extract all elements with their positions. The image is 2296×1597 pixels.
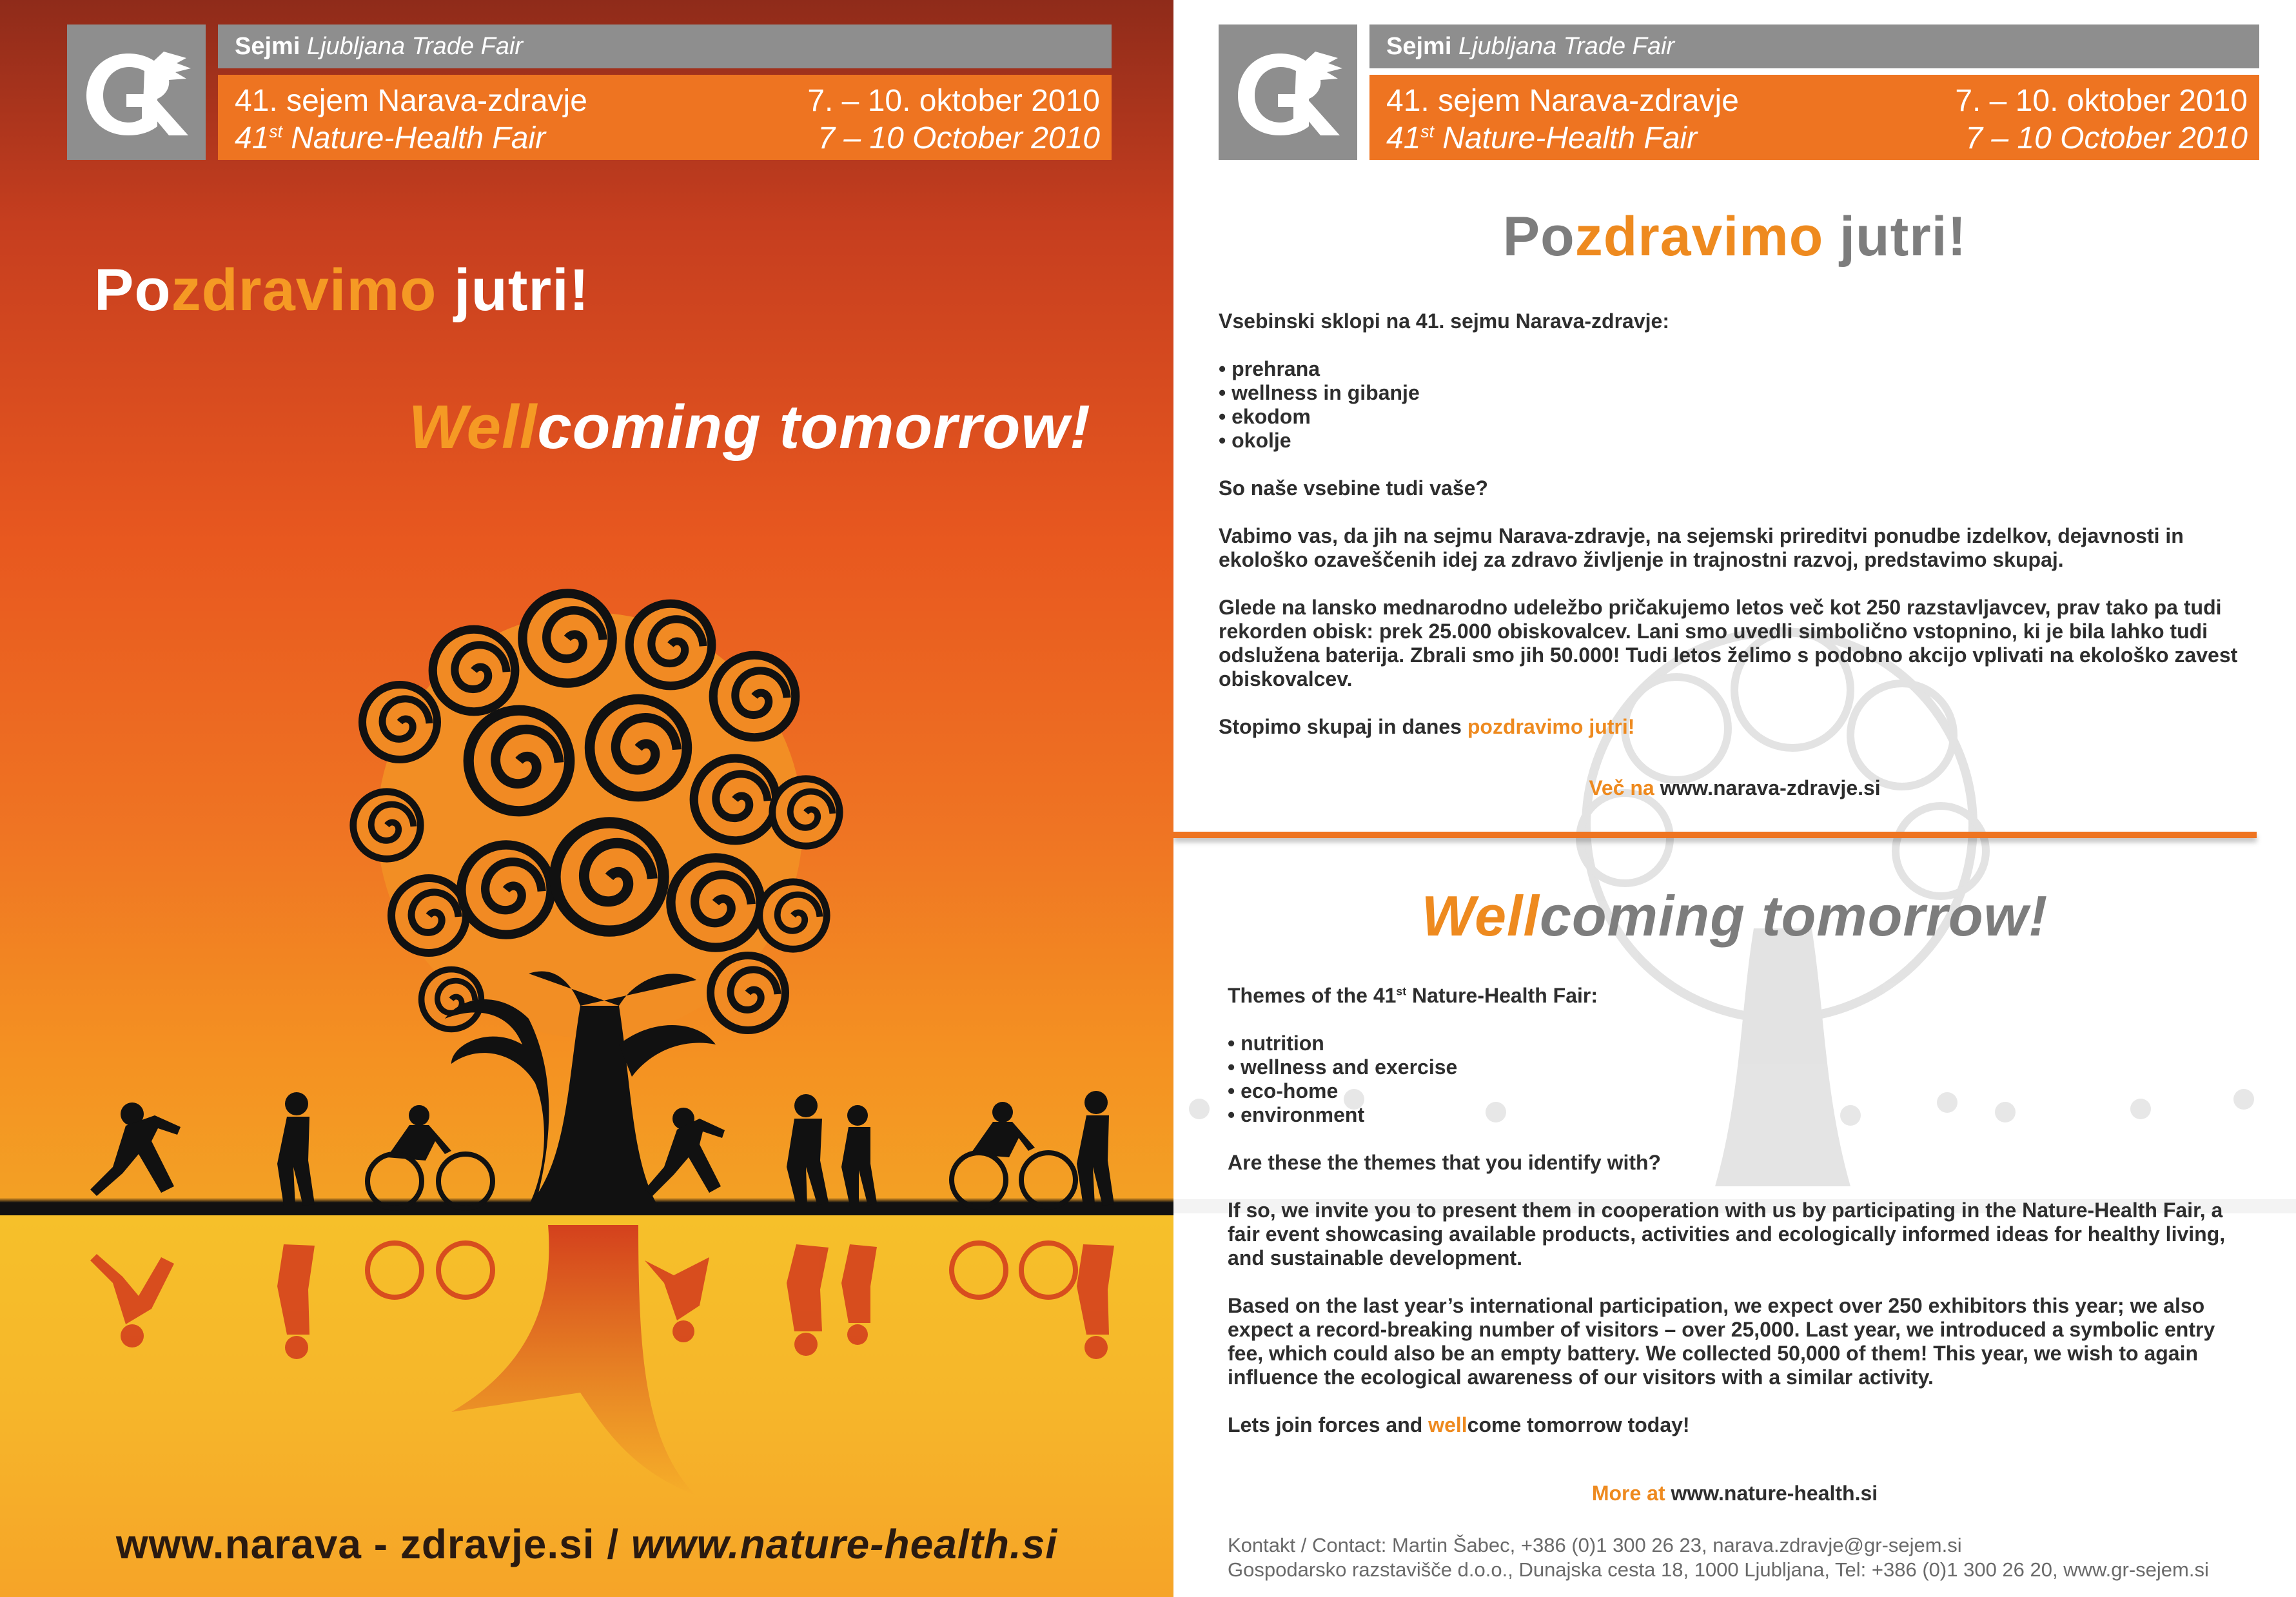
- list-item: • environment: [1228, 1103, 2253, 1127]
- title-sl: Pozdravimo jutri!: [1502, 206, 1967, 268]
- gr-logo-icon: [67, 24, 206, 160]
- fair-dates-en: 7 – 10 October 2010: [1965, 121, 2248, 155]
- header-orange-bar: [218, 75, 1112, 160]
- fair-name-en: 41st Nature-Health Fair: [1386, 121, 1698, 155]
- fair-name-en: 41st Nature-Health Fair: [235, 121, 546, 155]
- body-sl: [1219, 309, 2250, 763]
- sejmi-label: Sejmi: [1386, 33, 1452, 60]
- contact-line-2: Gospodarsko razstavišče d.o.o., Dunajska cesta 18, 1000 Ljubljana, Tel: +386 (0)1 300 26 20, www.gr-sejem.si: [1228, 1558, 2209, 1581]
- gr-logo: [67, 24, 206, 160]
- closing-en: Lets join forces and wellcome tomorrow today!: [1228, 1413, 1690, 1436]
- paragraph-en-1: If so, we invite you to present them in cooperation with us by participating in the Nature-Health Fair, a fair event showcasing available products, activities and ecologically informed ideas for healthy living, and sustainable development.: [1228, 1199, 2226, 1269]
- intro-en: Themes of the 41st Nature-Health Fair:: [1228, 984, 1598, 1007]
- more-link-en[interactable]: More at www.nature-health.si: [1591, 1482, 1878, 1505]
- list-item: • wellness in gibanje: [1219, 381, 2250, 405]
- header-orange-bar: [1369, 75, 2259, 160]
- question-en: Are these the themes that you identify with?: [1228, 1151, 1662, 1174]
- fair-dates-sl: 7. – 10. oktober 2010: [807, 84, 1100, 118]
- list-item: • prehrana: [1219, 357, 2250, 381]
- fair-dates-sl: 7. – 10. oktober 2010: [1955, 84, 2248, 118]
- gr-logo: [1219, 24, 1357, 160]
- header-grey-bar: [218, 24, 1112, 68]
- body-en: [1228, 984, 2253, 1461]
- header-grey-bar: [1369, 24, 2259, 68]
- trade-fair-label: Ljubljana Trade Fair: [1458, 33, 1675, 60]
- themes-list-en: [1228, 1032, 2253, 1127]
- more-link-sl[interactable]: Več na www.narava-zdravje.si: [1589, 776, 1881, 799]
- gr-logo-icon: [1219, 24, 1357, 160]
- trade-fair-label: Ljubljana Trade Fair: [306, 33, 524, 60]
- list-item: • wellness and exercise: [1228, 1055, 2253, 1079]
- list-item: • okolje: [1219, 429, 2250, 453]
- fair-dates-en: 7 – 10 October 2010: [818, 121, 1100, 155]
- poster-footer-url[interactable]: www.narava - zdravje.si / www.nature-health.si: [115, 1521, 1058, 1567]
- intro-sl: Vsebinski sklopi na 41. sejmu Narava-zdravje:: [1219, 309, 1669, 333]
- list-item: • nutrition: [1228, 1032, 2253, 1055]
- divider: [1173, 832, 2257, 838]
- fair-name-sl: 41. sejem Narava-zdravje: [1386, 84, 1739, 118]
- contact-block: [1228, 1533, 2285, 1582]
- title-en: Wellcoming tomorrow!: [1421, 884, 2048, 948]
- slogan-sl: Pozdravimo jutri!: [94, 257, 590, 323]
- slogan-en: Wellcoming tomorrow!: [408, 393, 1091, 462]
- tree-illustration: [0, 554, 1173, 1586]
- closing-sl: Stopimo skupaj in danes pozdravimo jutri!: [1219, 715, 1635, 738]
- themes-list-sl: [1219, 357, 2250, 453]
- paragraph-sl-1: Vabimo vas, da jih na sejmu Narava-zdravje, na sejemski prireditvi ponudbe izdelkov, dejavnosti in ekološko ozaveščenih idej za zdravo življenje in trajnostni razvoj, predstavimo skupaj.: [1219, 524, 2184, 571]
- list-item: • ekodom: [1219, 405, 2250, 429]
- fair-name-sl: 41. sejem Narava-zdravje: [235, 84, 587, 118]
- paragraph-sl-2: Glede na lansko mednarodno udeležbo pričakujemo letos več kot 250 razstavljavcev, prav tako pa tudi rekorden obisk: prek 25.000 obiskovalcev. Lani smo uvedli simbolično vstopnino, ki je bila lahko tudi odslužena baterija. Zbrali smo jih 50.000! Tudi letos želimo s podobno akcijo vplivati na ekološko zavest obiskovalcev.: [1219, 596, 2238, 691]
- list-item: • eco-home: [1228, 1079, 2253, 1103]
- paragraph-en-2: Based on the last year’s international participation, we expect over 250 exhibitors this year; we also expect a record-breaking number of visitors – over 25,000. Last year, we introduced a symbolic entry fee, which could also be an empty battery. We collected 50,000 of them! This year, we wish to again influence the ecological awareness of our visitors with a similar activity.: [1228, 1294, 2215, 1389]
- sejmi-label: Sejmi: [235, 33, 300, 60]
- question-sl: So naše vsebine tudi vaše?: [1219, 476, 1488, 500]
- info-panel: [1173, 0, 2296, 1597]
- contact-line-1: Kontakt / Contact: Martin Šabec, +386 (0)1 300 26 23, narava.zdravje@gr-sejem.si: [1228, 1534, 1962, 1556]
